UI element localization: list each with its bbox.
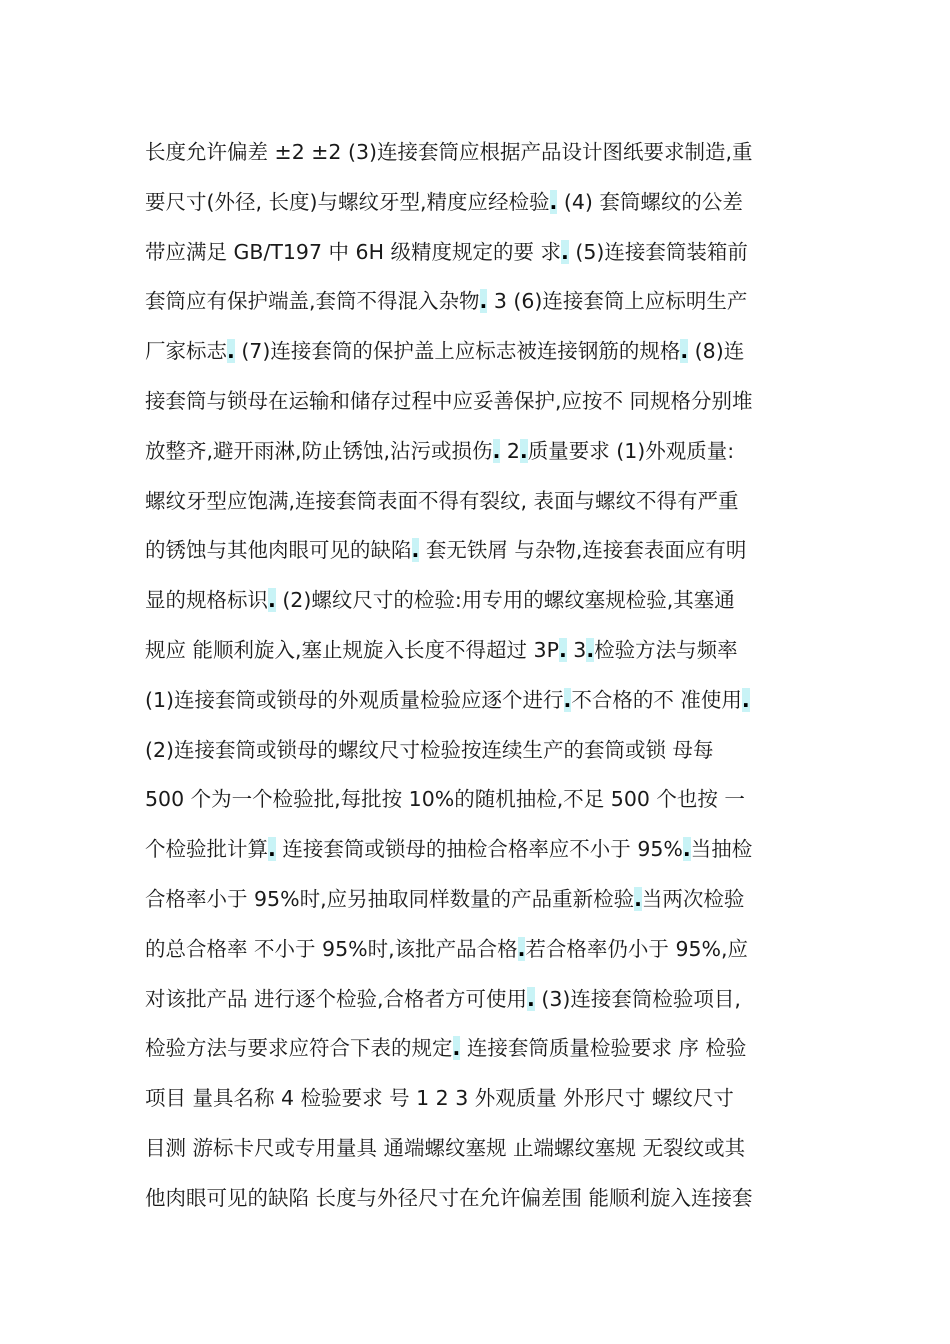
highlighted-period: . <box>268 588 276 613</box>
text-line <box>145 182 815 232</box>
text-segment: 检验方法与要求应符合下表的规定 <box>145 1036 453 1061</box>
text-segment: 带应满足 GB/T197 中 6H 级精度规定的要 求 <box>145 239 562 264</box>
text-segment: (4) 套筒螺纹的公差 <box>557 189 743 214</box>
highlighted-period: . <box>227 339 235 364</box>
text-line <box>145 979 815 1029</box>
highlighted-period: . <box>634 886 642 911</box>
text-segment: 3 (6)连接套筒上应标明生产 <box>487 289 748 314</box>
highlighted-period: . <box>586 637 595 662</box>
text-segment: 螺纹牙型应饱满,连接套筒表面不得有裂纹, 表面与螺纹不得有严重 <box>145 488 739 513</box>
text-segment: 连接套筒或锁母的抽检合格率应不小于 95% <box>275 837 683 862</box>
text-segment: 套无铁屑 与杂物,连接套表面应有明 <box>419 538 747 563</box>
text-line <box>145 1028 815 1078</box>
text-segment: (2)螺纹尺寸的检验:用专用的螺纹塞规检验,其塞通 <box>275 588 735 613</box>
text-segment: 质量要求 (1)外观质量: <box>527 438 735 463</box>
text-segment: 显的规格标识 <box>145 588 268 613</box>
highlighted-period: . <box>452 1036 461 1061</box>
text-segment: (8)连 <box>688 339 745 364</box>
highlighted-period: . <box>268 837 276 862</box>
text-line <box>145 1128 815 1178</box>
text-segment: 项目 量具名称 4 检验要求 号 1 2 3 外观质量 外形尺寸 螺纹尺寸 <box>145 1086 734 1111</box>
text-line <box>145 381 815 431</box>
text-segment: (1)连接套筒或锁母的外观质量检验应逐个进行 <box>145 687 564 712</box>
text-segment: 要尺寸(外径, 长度)与螺纹牙型,精度应经检验 <box>145 189 550 214</box>
document-body-text <box>145 132 815 1228</box>
text-line <box>145 281 815 331</box>
text-segment: 若合格率仍小于 95%,应 <box>525 936 749 961</box>
text-line <box>145 132 815 182</box>
text-segment: 检验方法与频率 <box>594 637 738 662</box>
highlighted-period: . <box>479 289 488 314</box>
text-line <box>145 680 815 730</box>
text-segment: 的锈蚀与其他肉眼可见的缺陷 <box>145 538 412 563</box>
text-line <box>145 630 815 680</box>
text-segment: (7)连接套筒的保护盖上应标志被连接钢筋的规格 <box>234 339 681 364</box>
text-segment: 套筒应有保护端盖,套筒不得混入杂物 <box>145 289 480 314</box>
highlighted-period: . <box>527 986 535 1011</box>
text-line <box>145 431 815 481</box>
text-segment: 目测 游标卡尺或专用量具 通端螺纹塞规 止端螺纹塞规 无裂纹或其 <box>145 1135 746 1160</box>
highlighted-period: . <box>411 538 420 563</box>
text-segment: 连接套筒质量检验要求 序 检验 <box>460 1036 747 1061</box>
text-line <box>145 779 815 829</box>
text-segment: 长度允许偏差 ±2 ±2 (3)连接套筒应根据产品设计图纸要求制造,重 <box>145 140 753 164</box>
text-line <box>145 481 815 531</box>
text-segment: 2 <box>500 438 520 463</box>
text-line <box>145 929 815 979</box>
text-segment: 个检验批计算 <box>145 837 268 862</box>
highlighted-period: . <box>680 339 689 364</box>
highlighted-period: . <box>561 239 569 264</box>
highlighted-period: . <box>563 687 572 712</box>
text-segment: 放整齐,避开雨淋,防止锈蚀,沾污或损伤 <box>145 438 493 463</box>
highlighted-period: . <box>519 438 528 463</box>
highlighted-period: . <box>492 438 501 463</box>
text-segment: (2)连接套筒或锁母的螺纹尺寸检验按连续生产的套筒或锁 母每 <box>145 737 714 762</box>
text-line <box>145 1078 815 1128</box>
text-segment: 接套筒与锁母在运输和储存过程中应妥善保护,应按不 同规格分别堆 <box>145 388 753 413</box>
text-line <box>145 1178 815 1228</box>
highlighted-period: . <box>558 637 567 662</box>
text-segment: 对该批产品 进行逐个检验,合格者方可使用 <box>145 986 528 1011</box>
text-line <box>145 232 815 282</box>
text-line <box>145 879 815 929</box>
text-line <box>145 580 815 630</box>
highlighted-period: . <box>517 936 526 961</box>
text-segment: 他肉眼可见的缺陷 长度与外径尺寸在允许偏差围 能顺利旋入连接套 <box>145 1185 753 1210</box>
text-line <box>145 331 815 381</box>
text-segment: 厂家标志 <box>145 339 227 364</box>
text-line <box>145 829 815 879</box>
text-line <box>145 730 815 780</box>
text-segment: 合格率小于 95%时,应另抽取同样数量的产品重新检验 <box>145 886 635 911</box>
highlighted-period: . <box>741 687 750 712</box>
text-segment: 不合格的不 准使用 <box>571 687 742 712</box>
text-segment: 500 个为一个检验批,每批按 10%的随机抽检,不足 500 个也按 一 <box>145 787 745 812</box>
text-segment: 的总合格率 不小于 95%时,该批产品合格 <box>145 936 518 961</box>
highlighted-period: . <box>682 837 691 862</box>
text-segment: (3)连接套筒检验项目, <box>534 986 741 1011</box>
text-segment: 当两次检验 <box>641 886 745 911</box>
text-segment: (5)连接套筒装箱前 <box>568 239 748 264</box>
highlighted-period: . <box>549 189 558 214</box>
text-segment: 3 <box>566 637 587 662</box>
text-line <box>145 530 815 580</box>
text-segment: 当抽检 <box>690 837 753 862</box>
text-segment: 规应 能顺利旋入,塞止规旋入长度不得超过 3P <box>145 637 559 662</box>
